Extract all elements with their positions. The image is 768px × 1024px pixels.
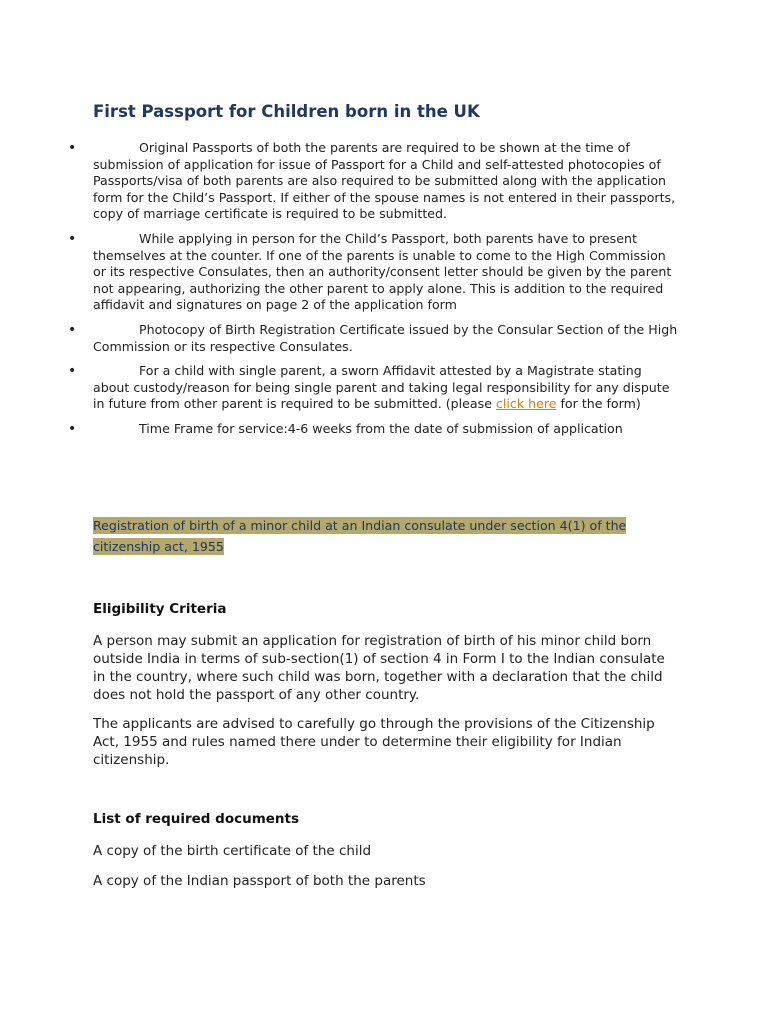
bullet-icon: • <box>68 321 77 338</box>
documents-heading: List of required documents <box>93 811 300 827</box>
eligibility-advice-paragraph: The applicants are advised to carefully go through the provisions of the Citizenship Act, 1955 and rules named there under to determine their eligibility for Indian citizenship. <box>93 716 655 768</box>
list-item <box>0 231 679 314</box>
list-item <box>0 140 679 223</box>
page-title: First Passport for Children born in the UK <box>93 102 480 121</box>
click-here-link[interactable]: click here <box>495 396 557 412</box>
document-item: A copy of the birth certificate of the child <box>93 843 372 859</box>
document-item: A copy of the Indian passport of both the parents <box>93 873 426 889</box>
list-item-text: While applying in person for the Child’s Passport, both parents have to present themselves at the counter. If one of the parents is unable to come to the High Commission or its respective Consulates, then an authority/consent letter should be given by the parent not appearing, authorizing the other parent to apply alone. This is addition to the required affidavit and signatures on page 2 of the application form <box>93 230 672 313</box>
list-item-text: Time Frame for service:4-6 weeks from the date of submission of application <box>139 420 623 436</box>
bullet-icon: • <box>68 363 77 380</box>
list-item-text-after: for the form) <box>556 396 641 412</box>
requirements-list <box>0 140 768 446</box>
eligibility-paragraph: A person may submit an application for registration of birth of his minor child born outside India in terms of sub-section(1) of section 4 in Form I to the Indian consulate in the country, where such child was born, together with a declaration that the child does not hold the passport of any other country. <box>93 633 665 703</box>
bullet-icon: • <box>68 420 77 437</box>
list-item-text: Photocopy of Birth Registration Certificate issued by the Consular Section of the High Commission or its respective Consulates. <box>93 321 678 354</box>
eligibility-heading: Eligibility Criteria <box>93 601 227 617</box>
list-item-text: For a child with single parent, a sworn Affidavit attested by a Magistrate stating about custody/reason for being single parent and taking legal responsibility for any dispute in future from other parent is required to be submitted. (please <box>93 363 670 412</box>
list-item <box>0 322 679 355</box>
bullet-icon: • <box>68 230 77 247</box>
highlighted-line-1: Registration of birth of a minor child at an Indian consulate under section 4(1) of the <box>93 518 627 533</box>
bullet-icon: • <box>68 140 77 156</box>
highlighted-heading <box>93 515 683 557</box>
list-item <box>0 421 679 438</box>
highlighted-line-2: citizenship act, 1955 <box>93 539 224 554</box>
list-item <box>0 363 679 413</box>
list-item-text: Original Passports of both the parents are required to be shown at the time of submission of application for issue of Passport for a Child and self-attested photocopies of Passports/visa of both parents are also required to be submitted along with the application form for the Child’s Passport. If either of the spouse names is not entered in their passports, copy of marriage certificate is required to be submitted. <box>93 140 676 222</box>
